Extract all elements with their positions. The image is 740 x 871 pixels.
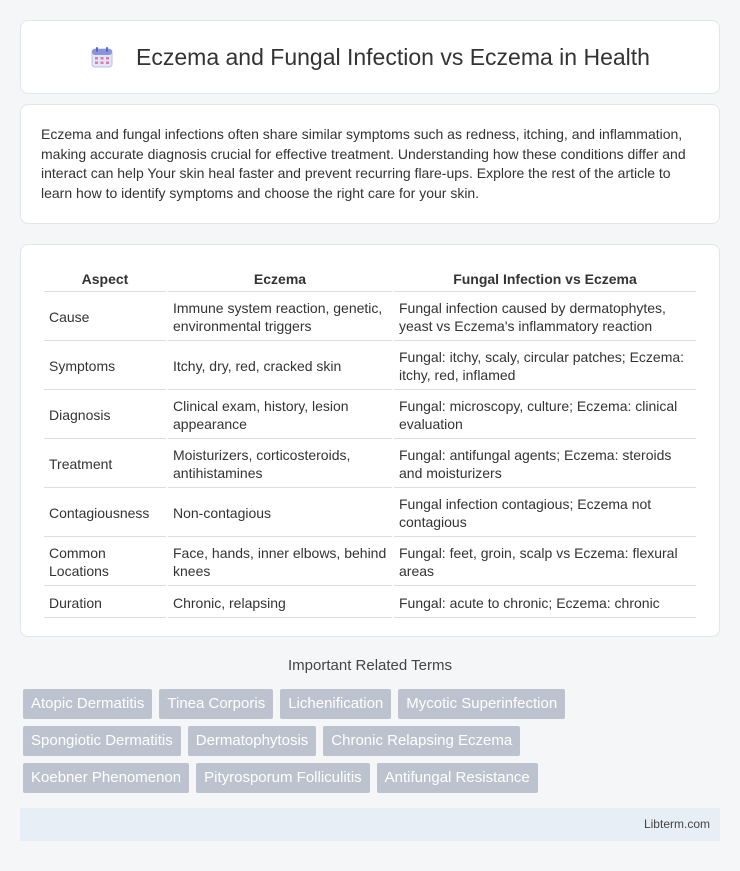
term-tag[interactable]: Dermatophytosis xyxy=(188,726,317,756)
tag-row xyxy=(23,726,723,756)
term-tag[interactable]: Mycotic Superinfection xyxy=(398,689,565,719)
page-title: Eczema and Fungal Infection vs Eczema in Health xyxy=(136,43,650,70)
column-header-fungal: Fungal Infection vs Eczema xyxy=(394,267,696,292)
table-cell: Diagnosis xyxy=(44,392,166,439)
term-tag[interactable]: Koebner Phenomenon xyxy=(23,763,189,793)
table-cell: Contagiousness xyxy=(44,490,166,537)
comparison-table xyxy=(42,265,698,620)
table-row xyxy=(44,441,696,488)
comparison-table-card xyxy=(20,244,720,637)
term-tag[interactable]: Chronic Relapsing Eczema xyxy=(323,726,520,756)
footer xyxy=(20,808,720,841)
table-cell: Symptoms xyxy=(44,343,166,390)
table-cell: Fungal: feet, groin, scalp vs Eczema: flexural areas xyxy=(394,539,696,586)
table-cell: Face, hands, inner elbows, behind knees xyxy=(168,539,392,586)
table-cell: Cause xyxy=(44,294,166,341)
tag-row xyxy=(23,763,723,793)
table-row xyxy=(44,588,696,618)
table-row xyxy=(44,343,696,390)
table-cell: Fungal: acute to chronic; Eczema: chronic xyxy=(394,588,696,618)
table-cell: Non-contagious xyxy=(168,490,392,537)
table-row xyxy=(44,490,696,537)
table-cell: Treatment xyxy=(44,441,166,488)
tag-row xyxy=(23,689,723,719)
calendar-icon xyxy=(90,45,114,69)
term-tag[interactable]: Tinea Corporis xyxy=(159,689,273,719)
table-cell: Common Locations xyxy=(44,539,166,586)
intro-card xyxy=(20,104,720,224)
footer-site-link[interactable]: Libterm.com xyxy=(643,817,710,831)
table-row xyxy=(44,392,696,439)
table-cell: Chronic, relapsing xyxy=(168,588,392,618)
table-cell: Moisturizers, corticosteroids, antihistamines xyxy=(168,441,392,488)
related-terms-heading: Important Related Terms xyxy=(288,657,452,674)
term-tag[interactable]: Atopic Dermatitis xyxy=(23,689,152,719)
table-header-row xyxy=(44,267,696,292)
table-cell: Fungal infection contagious; Eczema not contagious xyxy=(394,490,696,537)
table-cell: Fungal: itchy, scaly, circular patches; Eczema: itchy, red, inflamed xyxy=(394,343,696,390)
term-tag[interactable]: Spongiotic Dermatitis xyxy=(23,726,181,756)
column-header-aspect: Aspect xyxy=(44,267,166,292)
term-tag[interactable]: Lichenification xyxy=(280,689,391,719)
table-cell: Fungal: microscopy, culture; Eczema: clinical evaluation xyxy=(394,392,696,439)
intro-paragraph: Eczema and fungal infections often share similar symptoms such as redness, itching, and inflammation, making accurate diagnosis crucial for effective treatment. Understanding how these conditions differ and interact can help Your skin heal faster and prevent recurring flare-ups. Explore the rest of the article to learn how to identify symptoms and choose the right care for your skin. xyxy=(41,126,686,201)
table-cell: Fungal: antifungal agents; Eczema: steroids and moisturizers xyxy=(394,441,696,488)
related-terms-list xyxy=(23,689,723,800)
term-tag[interactable]: Antifungal Resistance xyxy=(377,763,538,793)
column-header-eczema: Eczema xyxy=(168,267,392,292)
table-cell: Duration xyxy=(44,588,166,618)
table-cell: Immune system reaction, genetic, environmental triggers xyxy=(168,294,392,341)
header-card xyxy=(20,20,720,94)
term-tag[interactable]: Pityrosporum Folliculitis xyxy=(196,763,370,793)
table-row xyxy=(44,539,696,586)
table-cell: Itchy, dry, red, cracked skin xyxy=(168,343,392,390)
table-cell: Fungal infection caused by dermatophytes, yeast vs Eczema's inflammatory reaction xyxy=(394,294,696,341)
table-cell: Clinical exam, history, lesion appearance xyxy=(168,392,392,439)
table-row xyxy=(44,294,696,341)
